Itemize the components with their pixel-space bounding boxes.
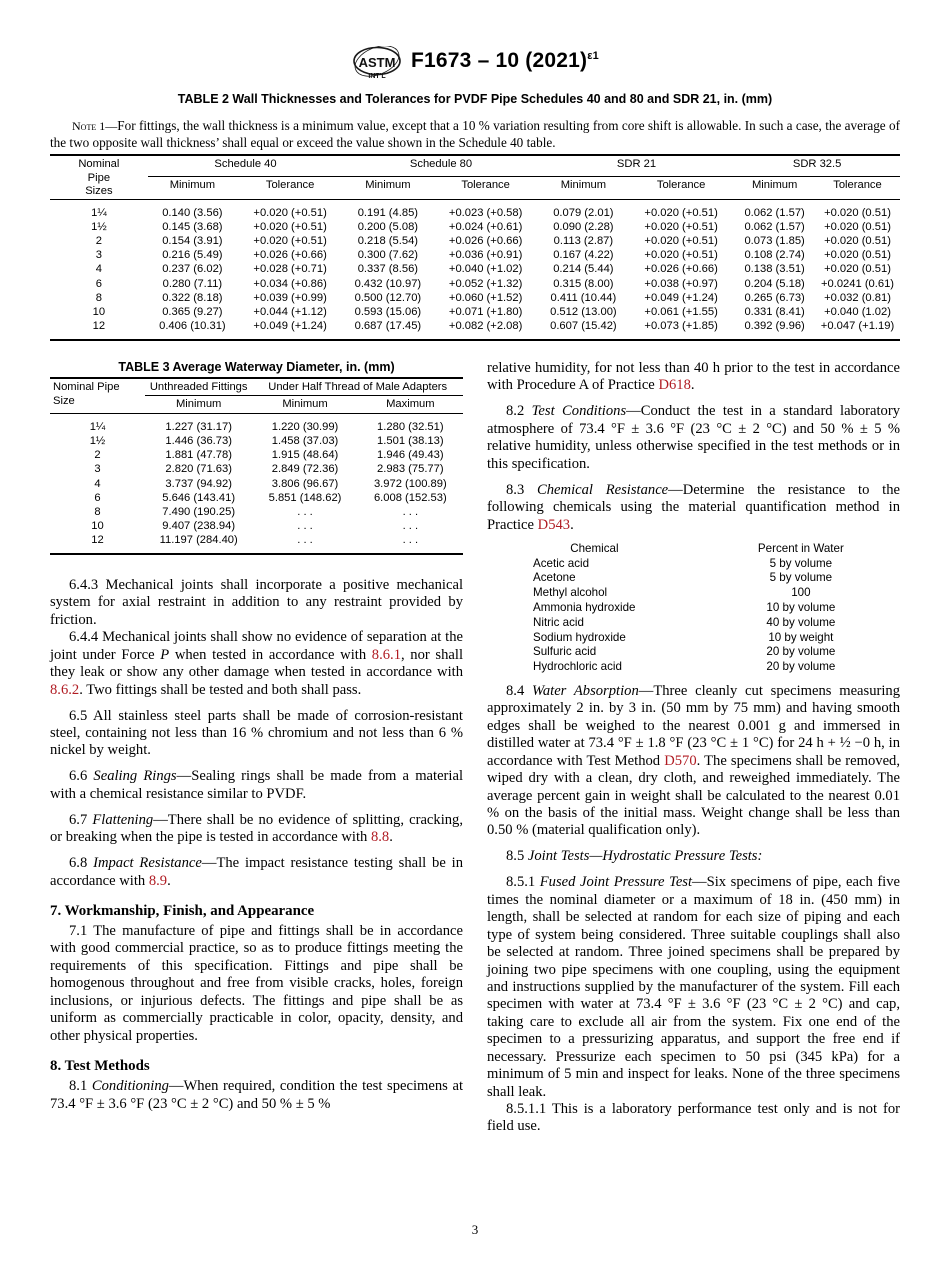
table3-row bbox=[50, 505, 463, 519]
p82-body: —Conduct the test in a standard laboratory atmosphere of 73.4 °F ± 3.6 °F (23 °C ± 2 °C) and 50 % ± 5 % relative humidity, unless otherwise specified in the test methods or in this specification. bbox=[487, 403, 900, 472]
stub-line-1: Nominal Pipe bbox=[53, 381, 120, 393]
p68-title: Impact Resistance bbox=[93, 855, 202, 872]
table2-row bbox=[50, 262, 900, 276]
table2-row bbox=[50, 291, 900, 305]
table2-caption: TABLE 2 Wall Thicknesses and Tolerances for PVDF Pipe Schedules 40 and 80 and SDR 21, in. (mm) bbox=[177, 92, 773, 106]
table2-cell-s80-min: 0.218 (5.54) bbox=[357, 235, 419, 248]
chemical-percent: 100 bbox=[791, 586, 811, 600]
table3-cell-unthreaded-min: 2.820 (71.63) bbox=[165, 463, 232, 476]
table2-cell-s80-tol: +0.040 (+1.02) bbox=[448, 263, 523, 276]
ref-8-8[interactable]: 8.8 bbox=[370, 829, 390, 846]
table2-cell-size: 1½ bbox=[91, 221, 107, 234]
table3-cell-size: 12 bbox=[91, 533, 104, 546]
svg-text:ASTM: ASTM bbox=[358, 55, 396, 70]
table3-row bbox=[50, 476, 463, 490]
table2-cell-s40-tol: +0.020 (+0.51) bbox=[253, 235, 327, 248]
stub-line-2: Size bbox=[53, 394, 75, 407]
table2-cell-size: 6 bbox=[95, 277, 102, 290]
table2-stub-header bbox=[50, 155, 148, 199]
table2-cell-sdr325-tol: +0.020 (0.51) bbox=[824, 249, 891, 262]
para-8-5-1 bbox=[487, 874, 900, 1101]
table3-stub-header bbox=[50, 378, 145, 414]
table2-cell-sdr325-min: 0.108 (2.74) bbox=[744, 249, 805, 262]
para-6-8 bbox=[50, 855, 463, 890]
p83-number: 8.3 bbox=[506, 481, 538, 498]
heading-section-8: 8. Test Methods bbox=[50, 1058, 150, 1075]
para-6-4-3: 6.4.3 Mechanical joints shall incorporate a positive mechanical system for axial restraint in addition to any restraint provided by friction. bbox=[50, 577, 463, 628]
table2-cell-s40-min: 0.280 (7.11) bbox=[162, 277, 223, 290]
table2-cell-sdr325-min: 0.138 (3.51) bbox=[744, 263, 805, 276]
table2-cell-size: 1¼ bbox=[91, 207, 107, 220]
table3-cell-size: 8 bbox=[94, 505, 101, 518]
table3-subheader-half-max: Maximum bbox=[386, 398, 435, 410]
p82-number: 8.2 bbox=[506, 403, 532, 420]
table2-cell-sdr21-tol: +0.073 (+1.85) bbox=[644, 319, 718, 332]
table2-cell-sdr325-tol: +0.047 (+1.19) bbox=[820, 319, 895, 332]
table2-note-text: For fittings, the wall thickness is a minimum value, except that a 10 % variation resulting from core shift is allowable. In such a case, the average of the two opposite wall thickness’ shall equal or exceed the value shown in the Schedule 40 table. bbox=[50, 118, 900, 150]
chemical-percent: 20 by volume bbox=[766, 660, 836, 674]
chemical-percent: 20 by volume bbox=[766, 645, 836, 659]
table2-cell-s80-min: 0.300 (7.62) bbox=[357, 249, 419, 262]
table2-cell-s80-tol: +0.071 (+1.80) bbox=[448, 305, 523, 318]
table2-cell-sdr21-tol: +0.020 (+0.51) bbox=[644, 207, 718, 220]
table2-cell-s40-min: 0.216 (5.49) bbox=[162, 249, 223, 262]
table2-cell-s40-tol: +0.039 (+0.99) bbox=[253, 291, 327, 304]
spacer-cell bbox=[50, 333, 900, 340]
table2-subheader-s80-min: Minimum bbox=[365, 179, 411, 192]
spacer-cell bbox=[50, 547, 463, 554]
table2-row bbox=[50, 277, 900, 291]
table-spacer-row bbox=[50, 547, 463, 554]
table3-cell-size: 1¼ bbox=[89, 421, 106, 434]
table2-cell-sdr21-min: 0.113 (2.87) bbox=[553, 235, 614, 248]
table2-cell-sdr21-min: 0.411 (10.44) bbox=[550, 291, 617, 304]
para-8-5-1-1: 8.5.1.1 This is a laboratory performance test only and is not for field use. bbox=[487, 1101, 900, 1135]
heading-section-7: 7. Workmanship, Finish, and Appearance bbox=[50, 903, 315, 920]
table2-cell-sdr325-min: 0.073 (1.85) bbox=[744, 235, 805, 248]
spacer-cell bbox=[50, 199, 900, 206]
table3-cell-size: 2 bbox=[94, 449, 101, 462]
table3-cell-half-max: 3.972 (100.89) bbox=[373, 477, 447, 490]
table2-subheader-sdr325-tol: Tolerance bbox=[833, 179, 882, 192]
chemical-percent: 40 by volume bbox=[766, 615, 836, 629]
chemical-table-row bbox=[487, 556, 900, 571]
chemical-name: Acetic acid bbox=[533, 556, 590, 570]
table2-cell-sdr21-min: 0.315 (8.00) bbox=[553, 277, 614, 290]
stub-line-2: Pipe bbox=[87, 171, 111, 184]
table2-cell-s80-tol: +0.082 (+2.08) bbox=[448, 319, 523, 332]
table2-cell-sdr21-tol: +0.026 (+0.66) bbox=[644, 263, 718, 276]
designation-superscript: ε1 bbox=[587, 50, 599, 62]
para-8-3 bbox=[487, 482, 900, 534]
table3-cell-half-max: 1.501 (38.13) bbox=[377, 435, 444, 448]
table2-cell-sdr21-tol: +0.020 (+0.51) bbox=[644, 221, 718, 234]
table3-cell-unthreaded-min: 3.737 (94.92) bbox=[165, 477, 232, 490]
p644-part-b: when tested in accordance with bbox=[169, 646, 372, 663]
ref-d543[interactable]: D543 bbox=[537, 516, 571, 533]
table2-row bbox=[50, 305, 900, 319]
table2-group-header-row bbox=[50, 155, 900, 177]
table2-cell-sdr325-tol: +0.040 (1.02) bbox=[824, 305, 891, 318]
table2 bbox=[50, 154, 900, 341]
table3-cell-unthreaded-min: 5.646 (143.41) bbox=[162, 491, 236, 504]
p83-body: —Determine the resistance to the following chemicals using the material quantification method in Practice bbox=[487, 481, 900, 533]
chemical-name: Nitric acid bbox=[533, 615, 584, 629]
table2-cell-sdr21-min: 0.167 (4.22) bbox=[553, 249, 614, 262]
table2-cell-size: 8 bbox=[95, 291, 102, 304]
table2-cell-s80-tol: +0.024 (+0.61) bbox=[448, 221, 523, 234]
left-column bbox=[50, 360, 463, 1113]
p66-body: —Sealing rings shall be made from a material with a chemical resistance similar to PVDF. bbox=[50, 768, 464, 802]
p83-title: Chemical Resistance bbox=[537, 481, 669, 498]
table2-cell-sdr325-tol: +0.0241 (0.61) bbox=[820, 277, 895, 290]
table3-cell-unthreaded-min: 7.490 (190.25) bbox=[162, 505, 236, 518]
table3-cell-unthreaded-min: 9.407 (238.94) bbox=[162, 519, 236, 532]
table2-cell-sdr325-tol: +0.032 (0.81) bbox=[824, 291, 891, 304]
p67-title: Flattening bbox=[92, 811, 154, 828]
table2-row bbox=[50, 220, 900, 234]
table2-cell-size: 3 bbox=[95, 249, 102, 262]
table3-cell-half-max: . . . bbox=[402, 533, 419, 546]
table2-cell-sdr325-tol: +0.020 (0.51) bbox=[824, 207, 891, 220]
table2-subheader-s40-min: Minimum bbox=[169, 179, 216, 192]
table2-cell-s80-min: 0.687 (17.45) bbox=[354, 319, 422, 332]
p66-title: Sealing Rings bbox=[93, 768, 177, 785]
table3-cell-unthreaded-min: 11.197 (284.40) bbox=[159, 533, 238, 546]
table2-cell-s80-tol: +0.036 (+0.91) bbox=[448, 249, 523, 262]
table2-cell-sdr21-min: 0.214 (5.44) bbox=[553, 263, 614, 276]
para-7-1: 7.1 The manufacture of pipe and fittings shall be in accordance with good commercial practice, so as to produce fittings meeting the requirements of this specification. Fittings and pipe shall be homogenous throughout and free from visible cracks, holes, foreign inclusions, or injurious defects. The fittings and pipe shall be as uniform as commercially practicable in color, opacity, density, and other physical properties. bbox=[50, 923, 463, 1044]
table2-note bbox=[50, 118, 900, 152]
chemical-resistance-table bbox=[487, 541, 900, 674]
p81-title: Conditioning bbox=[91, 1078, 169, 1095]
table2-cell-s80-min: 0.191 (4.85) bbox=[357, 207, 419, 220]
table3-cell-size: 4 bbox=[94, 477, 101, 490]
p851-title: Fused Joint Pressure Test bbox=[539, 874, 693, 891]
p67-number: 6.7 bbox=[69, 811, 93, 828]
chemical-percent: 10 by weight bbox=[768, 630, 834, 644]
table3-row bbox=[50, 448, 463, 462]
table3 bbox=[50, 377, 463, 555]
table2-cell-s80-min: 0.432 (10.97) bbox=[354, 277, 422, 290]
chemical-table-row bbox=[487, 615, 900, 630]
table2-cell-s40-tol: +0.034 (+0.86) bbox=[253, 277, 327, 290]
page-number: 3 bbox=[471, 1222, 479, 1237]
para-6-4-4 bbox=[50, 629, 463, 699]
table2-cell-s80-min: 0.200 (5.08) bbox=[357, 221, 419, 234]
table2-row bbox=[50, 206, 900, 220]
p84-body-a: —Three cleanly cut specimens measuring approximately 2 in. by 3 in. (50 mm by 75 mm) and having smooth edges shall be weighed to the nearest 0.001 g and immersed in distilled water at 73.4 °F ± 1.8 °F (23 °C ± 1 °C) for 24 h + ½ −0 h, in accordance with Test Method bbox=[487, 682, 901, 769]
table2-cell-s80-tol: +0.026 (+0.66) bbox=[448, 235, 523, 248]
table-spacer-row bbox=[50, 414, 463, 421]
stub-line-1: Nominal bbox=[78, 158, 120, 170]
table3-cell-size: 10 bbox=[91, 519, 104, 532]
document-designation bbox=[411, 49, 599, 73]
table2-cell-sdr325-min: 0.062 (1.57) bbox=[744, 221, 805, 234]
p644-part-c: , nor shall they leak or show any other damage when tested in accordance with bbox=[50, 646, 464, 681]
table2-cell-sdr325-min: 0.392 (9.96) bbox=[744, 319, 805, 332]
p84-body-b: . The specimens shall be removed, wiped dry with a clean, dry cloth, and reweighed immediately. The average percent gain in weight shall be calculated to the nearest 0.01 % on the basis of the initial mass. Weight change shall be less than 0.50 % (material qualification only). bbox=[487, 752, 900, 839]
table3-cell-half-max: 1.280 (32.51) bbox=[377, 421, 444, 434]
table3-cell-half-min: 3.806 (96.67) bbox=[271, 477, 339, 490]
table3-cell-half-min: 1.915 (48.64) bbox=[271, 449, 339, 462]
chemical-table-row bbox=[487, 571, 900, 586]
p67-body: —There shall be no evidence of splitting, cracking, or breaking when the pipe is tested in accordance with bbox=[50, 811, 464, 846]
table2-cell-s40-tol: +0.020 (+0.51) bbox=[253, 207, 327, 220]
chemical-name: Ammonia hydroxide bbox=[533, 600, 636, 614]
table3-cell-size: 1½ bbox=[89, 435, 106, 448]
p644-part-d: . Two fittings shall be tested and both shall pass. bbox=[79, 681, 362, 698]
table2-cell-s80-min: 0.593 (15.06) bbox=[354, 305, 422, 318]
table2-cell-sdr21-min: 0.607 (15.42) bbox=[550, 319, 617, 332]
table2-cell-s40-min: 0.145 (3.68) bbox=[162, 221, 223, 234]
table2-cell-sdr325-min: 0.204 (5.18) bbox=[744, 277, 805, 290]
table3-cell-unthreaded-min: 1.227 (31.17) bbox=[165, 421, 232, 434]
para-6-5: 6.5 All stainless steel parts shall be made of corrosion-resistant steel, containing not less than 16 % chromium and not less than 6 % nickel by weight. bbox=[50, 707, 463, 759]
table2-cell-sdr325-tol: +0.020 (0.51) bbox=[824, 221, 891, 234]
p68-end: . bbox=[167, 872, 171, 889]
spacer-cell bbox=[50, 414, 463, 421]
chemical-name: Sodium hydroxide bbox=[533, 630, 626, 644]
table3-caption: TABLE 3 Average Waterway Diameter, in. (mm) bbox=[118, 360, 395, 374]
table2-subheader-sdr325-min: Minimum bbox=[751, 179, 798, 192]
table2-cell-s80-min: 0.500 (12.70) bbox=[354, 291, 422, 304]
chemical-table-header-percent: Percent in Water bbox=[757, 541, 844, 555]
table2-cell-size: 12 bbox=[92, 319, 106, 332]
table3-row bbox=[50, 462, 463, 476]
table2-cell-sdr21-tol: +0.049 (+1.24) bbox=[644, 291, 718, 304]
table2-container bbox=[50, 154, 900, 341]
para-8-1-continued bbox=[487, 360, 900, 395]
table2-subheader-sdr21-min: Minimum bbox=[560, 179, 607, 192]
right-column bbox=[487, 360, 900, 1136]
p66-number: 6.6 bbox=[69, 768, 94, 785]
table3-cell-unthreaded-min: 1.446 (36.73) bbox=[165, 435, 232, 448]
table2-cell-s80-min: 0.337 (8.56) bbox=[357, 263, 419, 276]
p644-part-a: 6.4.4 Mechanical joints shall show no evidence of separation at the joint under Force bbox=[50, 629, 463, 663]
table2-row bbox=[50, 248, 900, 262]
p83-end: . bbox=[570, 516, 574, 533]
table3-cell-half-min: 5.851 (148.62) bbox=[268, 491, 342, 504]
para-8-2 bbox=[487, 403, 900, 473]
ref-8-6-2[interactable]: 8.6.2 bbox=[50, 681, 80, 698]
table2-cell-s40-min: 0.237 (6.02) bbox=[162, 263, 223, 276]
astm-logo-icon bbox=[351, 46, 403, 80]
chemical-percent: 10 by volume bbox=[766, 600, 836, 614]
table2-cell-size: 2 bbox=[95, 235, 102, 248]
table2-cell-size: 10 bbox=[92, 305, 106, 318]
table2-cell-sdr21-tol: +0.061 (+1.55) bbox=[644, 305, 718, 318]
table3-subheader-half-min: Minimum bbox=[282, 398, 328, 410]
table3-cell-half-max: . . . bbox=[402, 505, 419, 518]
table2-cell-s40-tol: +0.020 (+0.51) bbox=[253, 221, 327, 234]
p84-title: Water Absorption bbox=[532, 682, 639, 699]
table2-cell-s80-tol: +0.023 (+0.58) bbox=[448, 207, 523, 220]
ref-8-9[interactable]: 8.9 bbox=[148, 872, 168, 889]
table2-cell-sdr21-min: 0.090 (2.28) bbox=[553, 221, 614, 234]
table2-cell-s40-min: 0.322 (8.18) bbox=[162, 291, 223, 304]
table3-group-male-adapters: Under Half Thread of Male Adapters bbox=[252, 378, 463, 396]
chemical-table-row bbox=[487, 585, 900, 600]
table3-cell-half-min: . . . bbox=[297, 533, 313, 546]
table2-group-sdr-21: SDR 21 bbox=[539, 155, 735, 177]
table2-group-schedule-40: Schedule 40 bbox=[148, 155, 344, 177]
table3-row bbox=[50, 434, 463, 448]
table2-cell-sdr325-min: 0.265 (6.73) bbox=[744, 291, 805, 304]
table2-cell-s80-tol: +0.052 (+1.32) bbox=[448, 277, 523, 290]
chemical-percent: 5 by volume bbox=[769, 571, 833, 585]
p82-title: Test Conditions bbox=[531, 403, 627, 420]
p67-end: . bbox=[389, 829, 393, 846]
p644-force-symbol: P bbox=[160, 646, 170, 663]
table3-cell-size: 3 bbox=[94, 463, 101, 476]
para-8-5 bbox=[487, 848, 900, 865]
ref-8-6-1[interactable]: 8.6.1 bbox=[371, 646, 401, 663]
table3-row bbox=[50, 533, 463, 547]
table2-cell-s40-tol: +0.044 (+1.12) bbox=[253, 305, 327, 318]
table3-cell-size: 6 bbox=[94, 491, 101, 504]
table3-cell-half-min: . . . bbox=[297, 519, 313, 532]
table2-cell-size: 4 bbox=[95, 263, 102, 276]
table3-subheader-unthreaded-min: Minimum bbox=[175, 398, 222, 410]
table3-cell-half-max: 1.946 (49.43) bbox=[377, 449, 444, 462]
table3-group-unthreaded-fittings: Unthreaded Fittings bbox=[145, 378, 252, 396]
table2-cell-sdr325-min: 0.062 (1.57) bbox=[744, 207, 805, 220]
table2-note-label: Note 1— bbox=[72, 119, 118, 133]
table3-row bbox=[50, 420, 463, 434]
table3-cell-half-max: . . . bbox=[402, 519, 419, 532]
table2-subheader-sdr21-tol: Tolerance bbox=[656, 179, 706, 192]
table2-cell-sdr21-tol: +0.038 (+0.97) bbox=[644, 277, 718, 290]
table2-cell-s40-min: 0.406 (10.31) bbox=[159, 319, 226, 332]
table2-row bbox=[50, 234, 900, 248]
table3-body bbox=[50, 414, 463, 555]
designation-text: F1673 – 10 (2021) bbox=[411, 49, 588, 72]
table3-cell-half-max: 2.983 (75.77) bbox=[377, 463, 444, 476]
p85-number: 8.5 bbox=[506, 848, 528, 865]
table-spacer-row bbox=[50, 199, 900, 206]
p81-cont-a: relative humidity, for not less than 40 h prior to the test in accordance with Procedure A of Practice bbox=[487, 360, 900, 394]
ref-d570[interactable]: D570 bbox=[664, 752, 697, 769]
table3-group-header-row bbox=[50, 378, 463, 396]
chemical-table-row bbox=[487, 659, 900, 674]
table2-cell-sdr325-min: 0.331 (8.41) bbox=[744, 305, 805, 318]
svg-text:INT'L: INT'L bbox=[368, 73, 386, 80]
table2-subheader-s80-tol: Tolerance bbox=[461, 179, 510, 192]
table3-row bbox=[50, 519, 463, 533]
chemical-table-row bbox=[487, 600, 900, 615]
table2-cell-s40-min: 0.140 (3.56) bbox=[162, 207, 223, 220]
p851-body: —Six specimens of pipe, each five times the nominal diameter or a maximum of 18 in. (450 mm) in length, shall be selected at random for each size of piping and each type of system being considered. Three suitable couplings shall also be selected at random. Three joined specimens shall be prepared by joining two pipe specimens with one coupling, using the equipment and instructions supplied by the manufacturer of the system. Fill each specimen with water at 73.4 °F ± 3.6 °F (23 °C ± 2 °C) and cap, taking care to exclude all air from the system. Fix one end of the specimen to a pressurizing apparatus, and support the free end if necessary. Pressurize each specimen to 50 psi (345 kPa) for a minimum of 5 min and inspect for leaks. None of the three specimens shall leak. bbox=[487, 874, 901, 1100]
chemical-name: Methyl alcohol bbox=[533, 586, 608, 600]
stub-line-3: Sizes bbox=[85, 185, 113, 198]
table3-row bbox=[50, 491, 463, 505]
table2-cell-sdr21-min: 0.079 (2.01) bbox=[553, 207, 614, 220]
chemical-name: Acetone bbox=[533, 571, 576, 585]
p81-body: —When required, condition the test specimens at 73.4 °F ± 3.6 °F (23 °C ± 2 °C) and 50 % ± 5 % bbox=[50, 1078, 463, 1112]
table2-cell-s40-tol: +0.028 (+0.71) bbox=[253, 263, 327, 276]
table2-cell-s40-tol: +0.026 (+0.66) bbox=[253, 249, 327, 262]
table2-subheader-s40-tol: Tolerance bbox=[265, 179, 315, 192]
table2-cell-sdr325-tol: +0.020 (0.51) bbox=[824, 263, 891, 276]
table3-cell-unthreaded-min: 1.881 (47.78) bbox=[165, 449, 232, 462]
table2-body bbox=[50, 199, 900, 340]
chemical-table-header-chemical: Chemical bbox=[570, 541, 619, 555]
para-8-4 bbox=[487, 683, 900, 840]
table2-cell-sdr21-min: 0.512 (13.00) bbox=[550, 305, 617, 318]
p81-cont-b: . bbox=[690, 377, 695, 394]
chemical-name: Sulfuric acid bbox=[533, 645, 597, 659]
chemical-table-row bbox=[487, 630, 900, 645]
table2-sub-header-row bbox=[50, 177, 900, 200]
table2-cell-s40-tol: +0.049 (+1.24) bbox=[253, 319, 327, 332]
chemical-table-row bbox=[487, 644, 900, 659]
table3-cell-half-min: 2.849 (72.36) bbox=[271, 463, 339, 476]
chemical-table-header-row bbox=[487, 541, 900, 556]
table3-cell-half-max: 6.008 (152.53) bbox=[373, 491, 447, 504]
table2-group-sdr-32-5: SDR 32.5 bbox=[734, 155, 900, 177]
chemical-percent: 5 by volume bbox=[769, 556, 833, 570]
p81-number: 8.1 bbox=[69, 1078, 92, 1095]
para-8-1 bbox=[50, 1078, 463, 1113]
chemical-name: Hydrochloric acid bbox=[533, 660, 622, 674]
ref-d618[interactable]: D618 bbox=[658, 377, 691, 394]
p851-number: 8.5.1 bbox=[506, 874, 540, 891]
para-6-7 bbox=[50, 812, 463, 847]
table2-cell-s80-tol: +0.060 (+1.52) bbox=[448, 291, 523, 304]
masthead bbox=[0, 44, 950, 78]
table2-cell-s40-min: 0.365 (9.27) bbox=[162, 305, 223, 318]
table-spacer-row bbox=[50, 333, 900, 340]
chemical-table-body bbox=[487, 556, 900, 674]
table2-cell-sdr325-tol: +0.020 (0.51) bbox=[824, 235, 891, 248]
table3-cell-half-min: . . . bbox=[297, 505, 313, 518]
table2-cell-s40-min: 0.154 (3.91) bbox=[162, 235, 223, 248]
table2-row bbox=[50, 319, 900, 333]
p84-number: 8.4 bbox=[506, 682, 533, 699]
para-6-6 bbox=[50, 768, 463, 803]
p68-body: —The impact resistance testing shall be in accordance with bbox=[50, 855, 463, 889]
table3-cell-half-min: 1.220 (30.99) bbox=[271, 421, 339, 434]
table2-cell-sdr21-tol: +0.020 (+0.51) bbox=[644, 235, 718, 248]
table2-group-schedule-80: Schedule 80 bbox=[343, 155, 539, 177]
p68-number: 6.8 bbox=[69, 855, 94, 872]
table2-cell-sdr21-tol: +0.020 (+0.51) bbox=[644, 249, 718, 262]
p85-title: Joint Tests—Hydrostatic Pressure Tests: bbox=[527, 848, 763, 865]
table3-cell-half-min: 1.458 (37.03) bbox=[271, 435, 339, 448]
